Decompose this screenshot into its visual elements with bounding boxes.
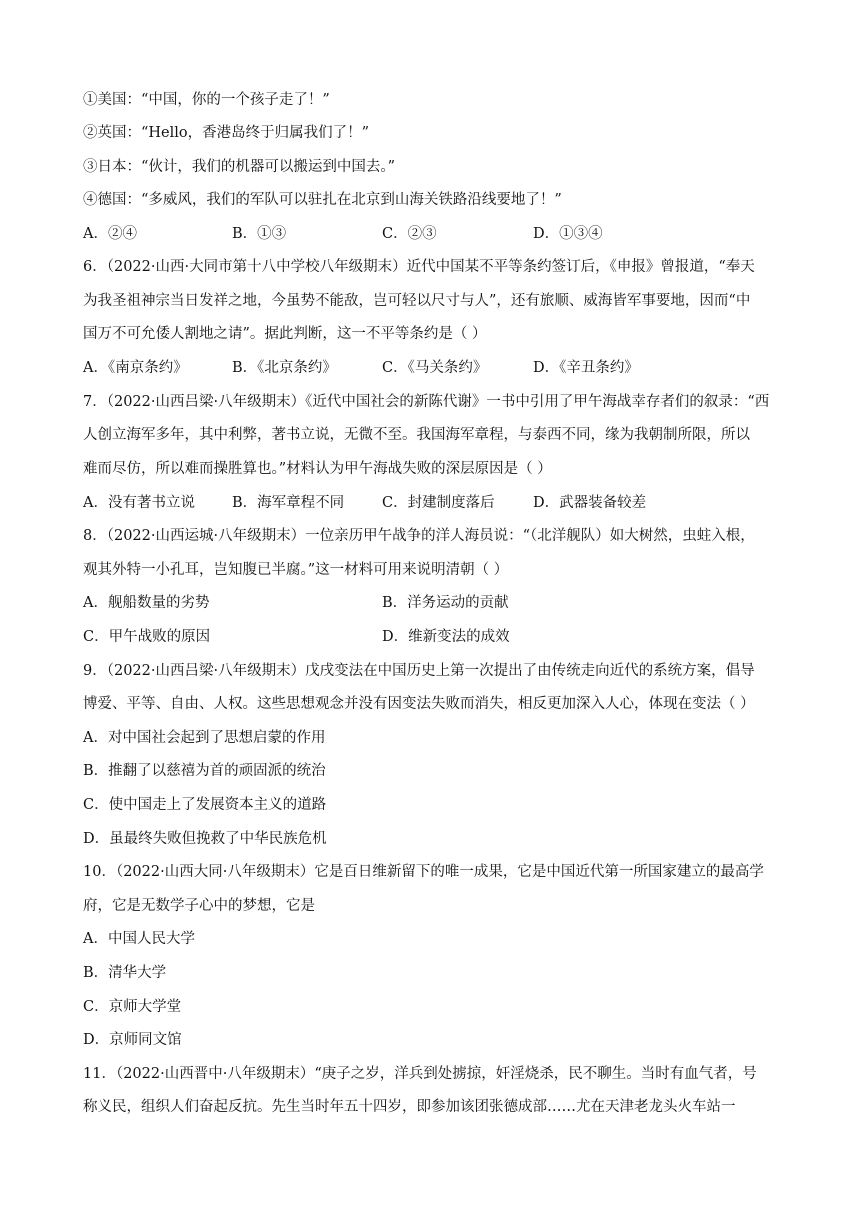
- q8-option-b[interactable]: B．洋务运动的贡献: [382, 595, 509, 611]
- q9-option-c[interactable]: C．使中国走上了发展资本主义的道路: [83, 797, 327, 813]
- q9-stem-line-1: 9．（2022·山西吕梁·八年级期末）戊戌变法在中国历史上第一次提出了由传统走向近代的系统方案，倡导: [83, 663, 755, 679]
- q5-statement-4: ④德国：“多威风，我们的军队可以驻扎在北京到山海关铁路沿线要地了！”: [83, 192, 562, 208]
- q9-stem-line-2: 博爱、平等、自由、人权。这些思想观念并没有因变法失败而消失，相反更加深入人心，体现在变法（ ）: [83, 696, 755, 712]
- q10-option-b[interactable]: B．清华大学: [83, 965, 167, 981]
- q6-option-b[interactable]: B．《北京条约》: [232, 360, 337, 376]
- q10-option-d[interactable]: D．京师同文馆: [83, 1032, 182, 1048]
- q5-statement-1: ①美国：“中国，你的一个孩子走了！”: [83, 92, 330, 108]
- q6-option-a[interactable]: A．《南京条约》: [83, 360, 188, 376]
- q5-statement-2: ②英国：“Hello，香港岛终于归属我们了！”: [83, 125, 370, 141]
- q5-option-c[interactable]: C．②③: [382, 226, 437, 242]
- q6-option-d[interactable]: D．《辛丑条约》: [533, 360, 639, 376]
- q9-option-b[interactable]: B．推翻了以慈禧为首的顽固派的统治: [83, 763, 326, 779]
- q11-stem-line-2: 称义民，组织人们奋起反抗。先生当时年五十四岁，即参加该团张德成部……尤在天津老龙头火车站一: [83, 1099, 736, 1115]
- q9-option-d[interactable]: D．虽最终失败但挽救了中华民族危机: [83, 831, 327, 847]
- q10-option-c[interactable]: C．京师大学堂: [83, 999, 182, 1015]
- q6-stem-line-1: 6．（2022·山西·大同市第十八中学校八年级期末）近代中国某不平等条约签订后，《申报》曾报道，“奉天: [83, 259, 755, 275]
- q5-option-d[interactable]: D．①③④: [533, 226, 603, 242]
- q6-stem-line-3: 国万不可允倭人割地之请”。据此判断，这一不平等条约是（ ）: [83, 326, 487, 342]
- q6-stem-line-2: 为我圣祖神宗当日发祥之地，今虽势不能敌，岂可轻以尺寸与人”，还有旅顺、威海皆军事要地，因而“中: [83, 293, 751, 309]
- q8-option-a[interactable]: A．舰船数量的劣势: [83, 595, 210, 611]
- q10-option-a[interactable]: A．中国人民大学: [83, 931, 195, 947]
- q5-statement-3: ③日本：“伙计，我们的机器可以搬运到中国去。”: [83, 159, 396, 175]
- q5-option-a[interactable]: A．②④: [83, 226, 137, 242]
- q7-option-a[interactable]: A．没有著书立说: [83, 495, 195, 511]
- q8-option-c[interactable]: C．甲午战败的原因: [83, 629, 211, 645]
- q6-option-c[interactable]: C．《马关条约》: [382, 360, 488, 376]
- q7-option-d[interactable]: D．武器装备较差: [533, 495, 647, 511]
- q8-option-d[interactable]: D．维新变法的成效: [382, 629, 510, 645]
- q10-stem-line-2: 府，它是无数学子心中的梦想，它是: [83, 898, 315, 914]
- q10-stem-line-1: 10．（2022·山西大同·八年级期末）它是百日维新留下的唯一成果，它是中国近代第一所国家建立的最高学: [83, 864, 764, 880]
- q7-stem-line-1: 7．（2022·山西吕梁·八年级期末）《近代中国社会的新陈代谢》一书中引用了甲午海战幸存者们的叙录：“西: [83, 394, 770, 410]
- q5-option-b[interactable]: B．①③: [232, 226, 287, 242]
- q7-stem-line-2: 人创立海军多年，其中利弊，著书立说，无微不至。我国海军章程，与泰西不同，缘为我朝制所限，所以: [83, 427, 750, 443]
- q9-option-a[interactable]: A．对中国社会起到了思想启蒙的作用: [83, 730, 326, 746]
- q7-option-b[interactable]: B．海军章程不同: [232, 495, 345, 511]
- q8-stem-line-2: 观其外特一小孔耳，岂知腹已半腐。”这一材料可用来说明清朝（ ）: [83, 562, 509, 578]
- q7-option-c[interactable]: C．封建制度落后: [382, 495, 495, 511]
- q11-stem-line-1: 11．（2022·山西晋中·八年级期末）“庚子之岁，洋兵到处掳掠，奸淫烧杀，民不聊生。当时有血气者，号: [83, 1066, 757, 1082]
- q7-stem-line-3: 难而尽仿，所以难而操胜算也。”材料认为甲午海战失败的深层原因是（ ）: [83, 461, 552, 477]
- q8-stem-line-1: 8．（2022·山西运城·八年级期末）一位亲历甲午战争的洋人海员说：“（北洋舰队）如大树然，虫蛀入根，: [83, 528, 755, 544]
